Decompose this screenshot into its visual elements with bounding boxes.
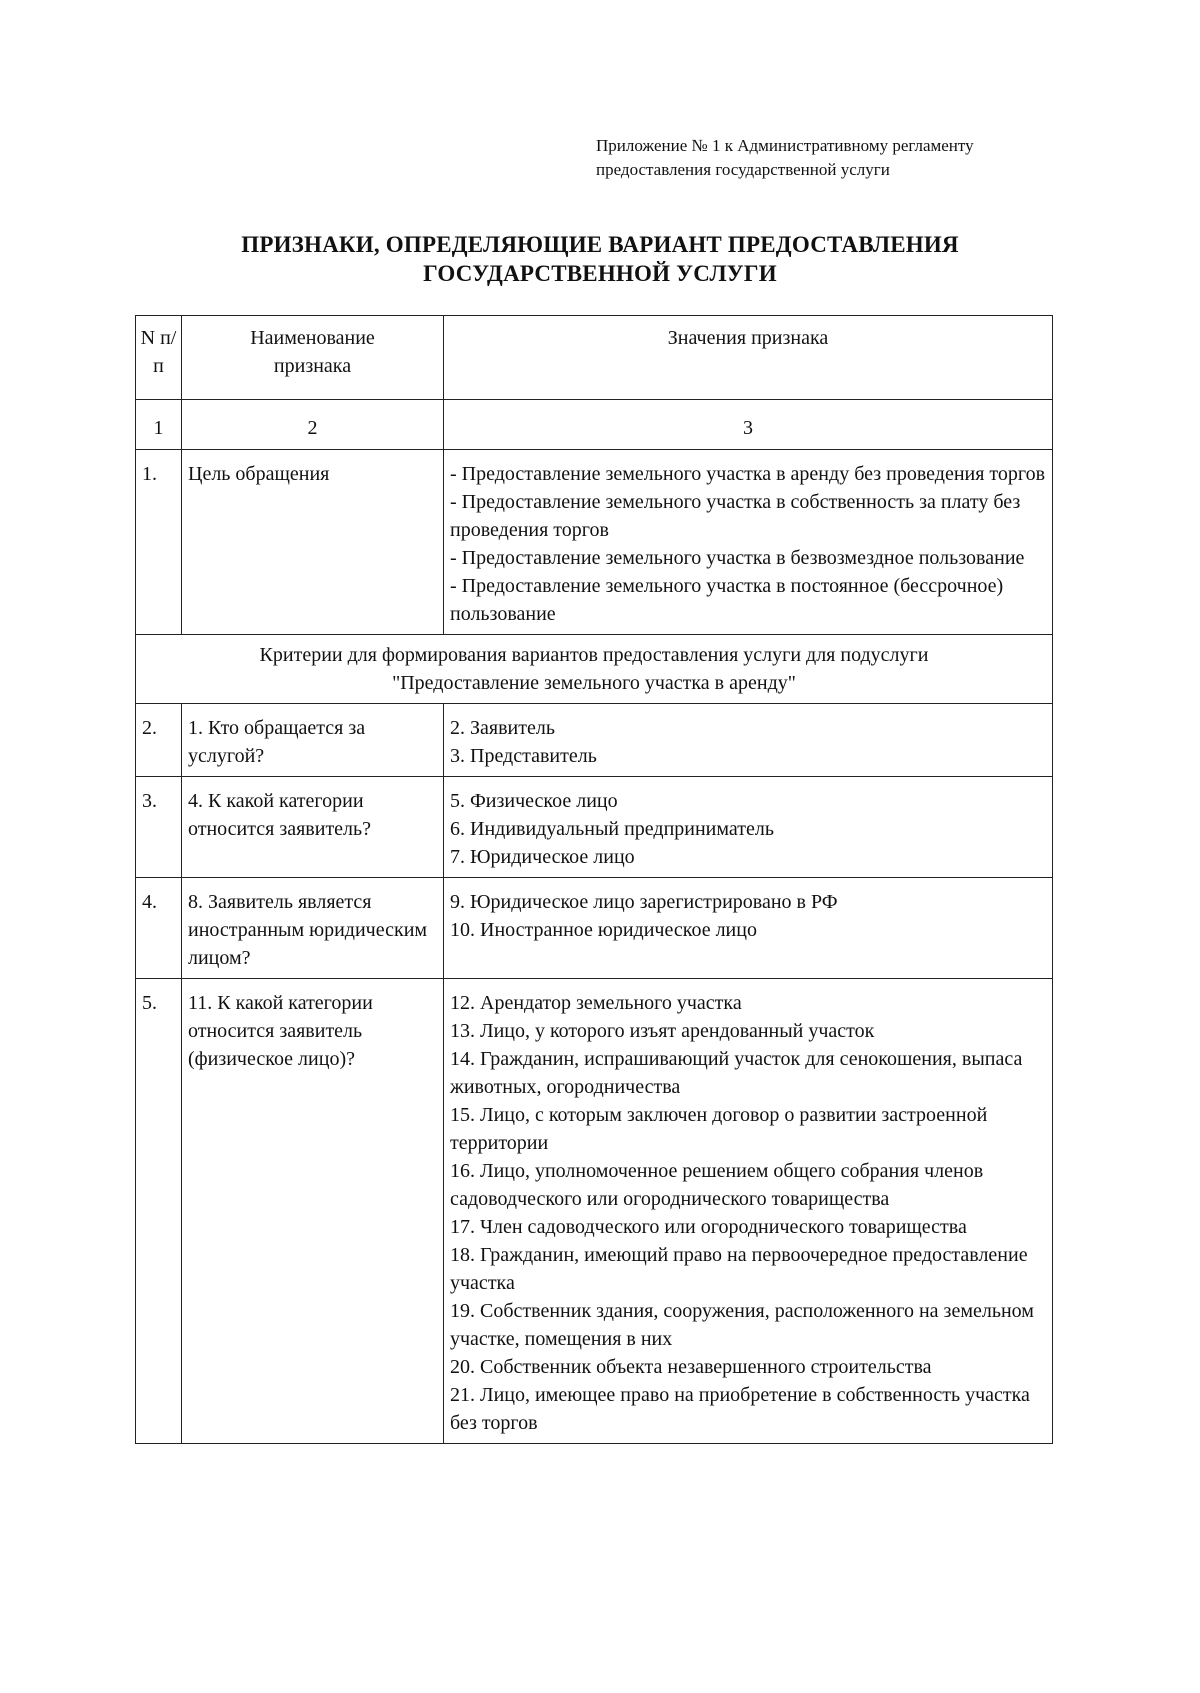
feature-value: - Предоставление земельного участка в аренду без проведения торгов (450, 463, 1046, 485)
feature-value: 14. Гражданин, испрашивающий участок для сенокошения, выпаса животных, огородничества (450, 1048, 1023, 1098)
column-number-3: 3 (444, 400, 1053, 450)
row-number: 4. (136, 878, 182, 979)
header-feature-values: Значения признака (444, 316, 1053, 400)
feature-name: 4. К какой категории относится заявитель? (182, 777, 444, 878)
row-number: 3. (136, 777, 182, 878)
feature-values (444, 878, 1053, 979)
feature-value: 2. Заявитель (450, 717, 555, 739)
appendix-note-line-2: предоставления государственной услуги (596, 160, 890, 179)
section-heading-line-1: Критерии для формирования вариантов предоставления услуги для подуслуги (259, 644, 929, 666)
feature-value: 10. Иностранное юридическое лицо (450, 919, 757, 941)
table-header-row (136, 316, 1053, 400)
appendix-note-line-1: Приложение № 1 к Административному регламенту (596, 136, 974, 155)
table-row (136, 878, 1053, 979)
feature-name: 8. Заявитель является иностранным юридическим лицом? (182, 878, 444, 979)
document-title-line-1: ПРИЗНАКИ, ОПРЕДЕЛЯЮЩИЕ ВАРИАНТ ПРЕДОСТАВЛЕНИЯ (241, 232, 959, 257)
feature-value: 13. Лицо, у которого изъят арендованный участок (450, 1020, 875, 1042)
row-number: 1. (136, 450, 182, 635)
feature-value: 3. Представитель (450, 745, 597, 767)
feature-value: - Предоставление земельного участка в собственность за плату без проведения торгов (450, 491, 1021, 541)
table-row (136, 704, 1053, 777)
feature-value: 19. Собственник здания, сооружения, расположенного на земельном участке, помещения в них (450, 1300, 1034, 1350)
feature-values (444, 979, 1053, 1444)
section-heading (136, 635, 1053, 704)
column-number-1: 1 (136, 400, 182, 450)
feature-name: 1. Кто обращается за услугой? (182, 704, 444, 777)
feature-name: 11. К какой категории относится заявитель (физическое лицо)? (182, 979, 444, 1444)
feature-value: 20. Собственник объекта незавершенного строительства (450, 1356, 932, 1378)
document-title-line-2: ГОСУДАРСТВЕННОЙ УСЛУГИ (423, 261, 777, 286)
column-number-row (136, 400, 1053, 450)
feature-values (444, 777, 1053, 878)
header-feature-name: Наименование признака (182, 316, 444, 400)
feature-value: 9. Юридическое лицо зарегистрировано в РФ (450, 891, 838, 913)
feature-name: Цель обращения (182, 450, 444, 635)
appendix-note (596, 134, 974, 182)
table-row (136, 979, 1053, 1444)
feature-value: 17. Член садоводческого или огороднического товарищества (450, 1216, 967, 1238)
header-number: N п/п (136, 316, 182, 400)
feature-value: - Предоставление земельного участка в безвозмездное пользование (450, 547, 1025, 569)
feature-value: 18. Гражданин, имеющий право на первоочередное предоставление участка (450, 1244, 1028, 1294)
feature-values (444, 450, 1053, 635)
criteria-table (135, 315, 1053, 1444)
column-number-2: 2 (182, 400, 444, 450)
document-title (0, 230, 1200, 288)
feature-value: 21. Лицо, имеющее право на приобретение в собственность участка без торгов (450, 1384, 1030, 1434)
table-row (136, 450, 1053, 635)
feature-values (444, 704, 1053, 777)
feature-value: 6. Индивидуальный предприниматель (450, 818, 774, 840)
feature-value: 12. Арендатор земельного участка (450, 992, 742, 1014)
row-number: 2. (136, 704, 182, 777)
feature-value: 15. Лицо, с которым заключен договор о развитии застроенной территории (450, 1104, 988, 1154)
feature-value: 5. Физическое лицо (450, 790, 618, 812)
table-row (136, 777, 1053, 878)
feature-value: - Предоставление земельного участка в постоянное (бессрочное) пользование (450, 575, 1004, 625)
row-number: 5. (136, 979, 182, 1444)
section-heading-line-2: "Предоставление земельного участка в аренду" (392, 672, 796, 694)
feature-value: 16. Лицо, уполномоченное решением общего собрания членов садоводческого или огороднического товарищества (450, 1160, 984, 1210)
section-heading-row (136, 635, 1053, 704)
feature-value: 7. Юридическое лицо (450, 846, 635, 868)
